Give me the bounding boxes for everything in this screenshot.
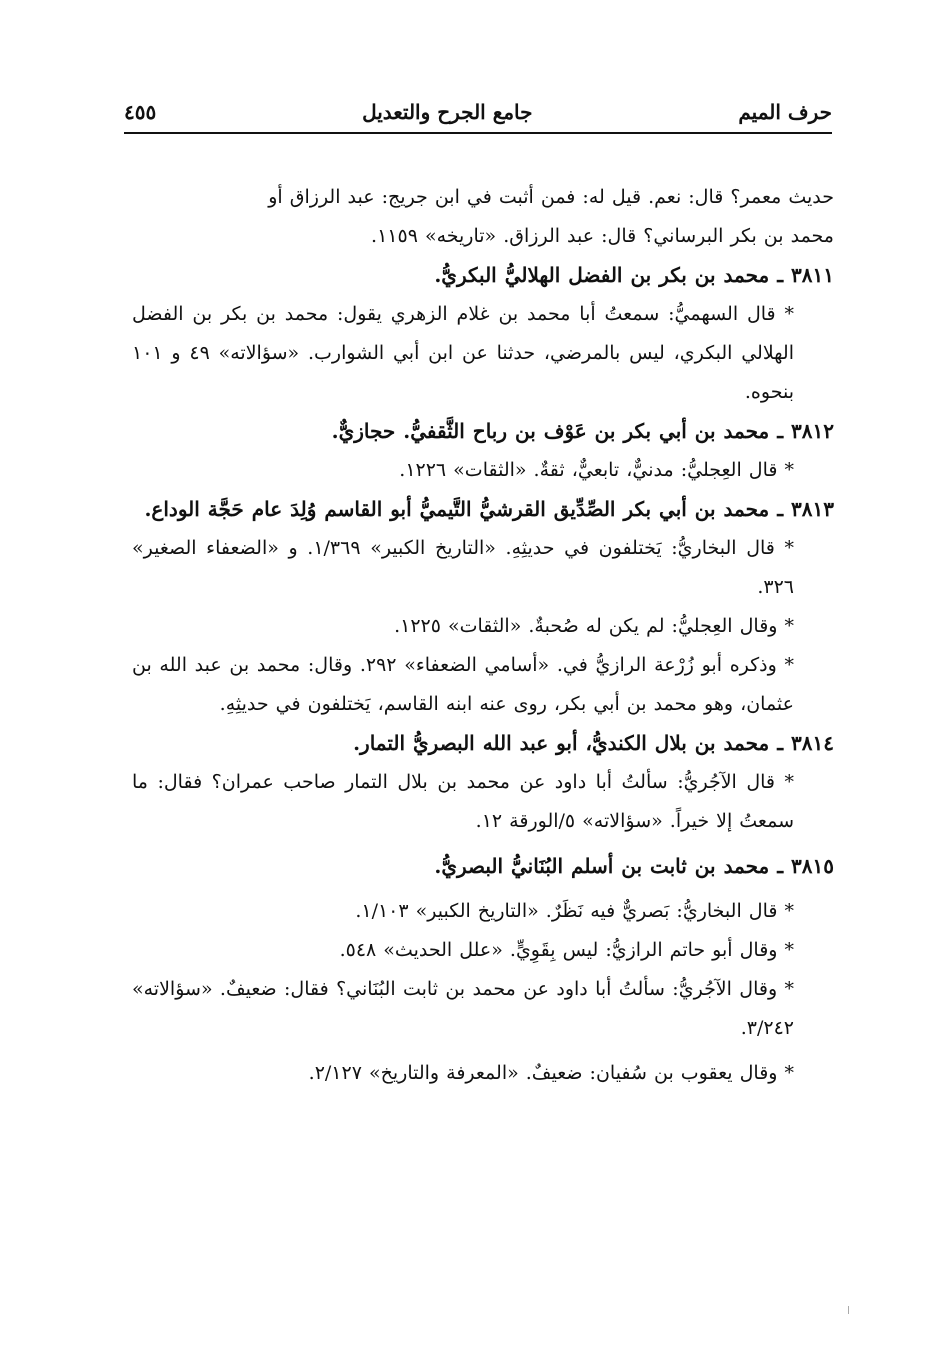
paragraph: * قال الآجُريُّ: سألتُ أبا داود عن محمد بن بلال التمار صاحب عمران؟ فقال: ما سمعتُ إلا خيراً. «سؤالاته» ٥/الورقة ١٢. [132,771,794,832]
running-header [124,92,832,134]
paragraph: * قال العِجليُّ: مدنيٌّ، تابعيٌّ، ثقةٌ. «الثقات» ١٢٢٦. [399,459,794,481]
page-body [132,178,834,1093]
entry-heading: ٣٨١٢ ـ محمد بن أبي بكر بن عَوْف بن رباح الثَّقفيُّ. حجازيٌّ. [331,419,834,443]
paragraph: محمد بن بكر البرساني؟ قال: عبد الرزاق. «تاريخه» ١١٥٩. [371,225,834,247]
page-number: ٤٥٥ [124,100,157,124]
paragraph: * وقال يعقوب بن سُفيان: ضعيفٌ. «المعرفة والتاريخ» ٢/١٢٧. [308,1062,794,1084]
paragraph: * قال البخاريُّ: بَصريٌّ فيه نَظَرٌ. «التاريخ الكبير» ١/١٠٣. [355,900,794,922]
entry-heading: ٣٨١٥ ـ محمد بن ثابت بن أسلم البُنَانيُّ البصريُّ. [434,854,834,878]
entry-heading: ٣٨١١ ـ محمد بن بكر بن الفضل الهلاليُّ البكريُّ. [434,263,834,287]
paragraph: * وذكره أبو زُرْعة الرازيُّ في. «أسامي الضعفاء» ٢٩٢. وقال: محمد بن عبد الله بن عثمان، وهو محمد بن أبي بكر، روى عنه ابنه القاسم، يَختلفون في حديثِهِ. [132,654,794,715]
paragraph: * وقال الآجُريُّ: سألتُ أبا داود عن محمد بن ثابت البُنَاني؟ فقال: ضعيفٌ. «سؤالاته» ٣/٢٤٢. [132,978,794,1039]
paragraph: * قال السهميُّ: سمعتُ أبا محمد بن غلام الزهري يقول: محمد بن بكر بن الفضل الهلالي البكري، ليس بالمرضي، حدثنا عن ابن أبي الشوارب. «سؤالاته» ٤٩ و ١٠١ بنحوه. [132,303,794,403]
book-title: جامع الجرح والتعديل [362,100,533,124]
paragraph: * قال البخاريُّ: يَختلفون في حديثِهِ. «التاريخ الكبير» ١/٣٦٩. و «الضعفاء الصغير» ٣٢٦. [132,537,794,598]
scan-mark [848,1306,849,1314]
chapter-title: حرف الميم [738,100,832,124]
paragraph: * وقال أبو حاتم الرازيُّ: ليس بِقَوِيٍّ. «علل الحديث» ٥٤٨. [339,939,794,961]
paragraph: * وقال العِجليُّ: لم يكن له صُحبةٌ. «الثقات» ١٢٢٥. [394,615,794,637]
entry-heading: ٣٨١٣ ـ محمد بن أبي بكر الصِّدِّيق القرشيُّ التَّيميُّ أبو القاسم وُلِدَ عام حَجَّة الوداع. [144,497,834,521]
paragraph: حديث معمر؟ قال: نعم. قيل له: فمن أثبت في ابن جريج: عبد الرزاق أو [268,186,834,208]
entry-heading: ٣٨١٤ ـ محمد بن بلال الكنديُّ، أبو عبد الله البصريُّ التمار. [353,731,834,755]
